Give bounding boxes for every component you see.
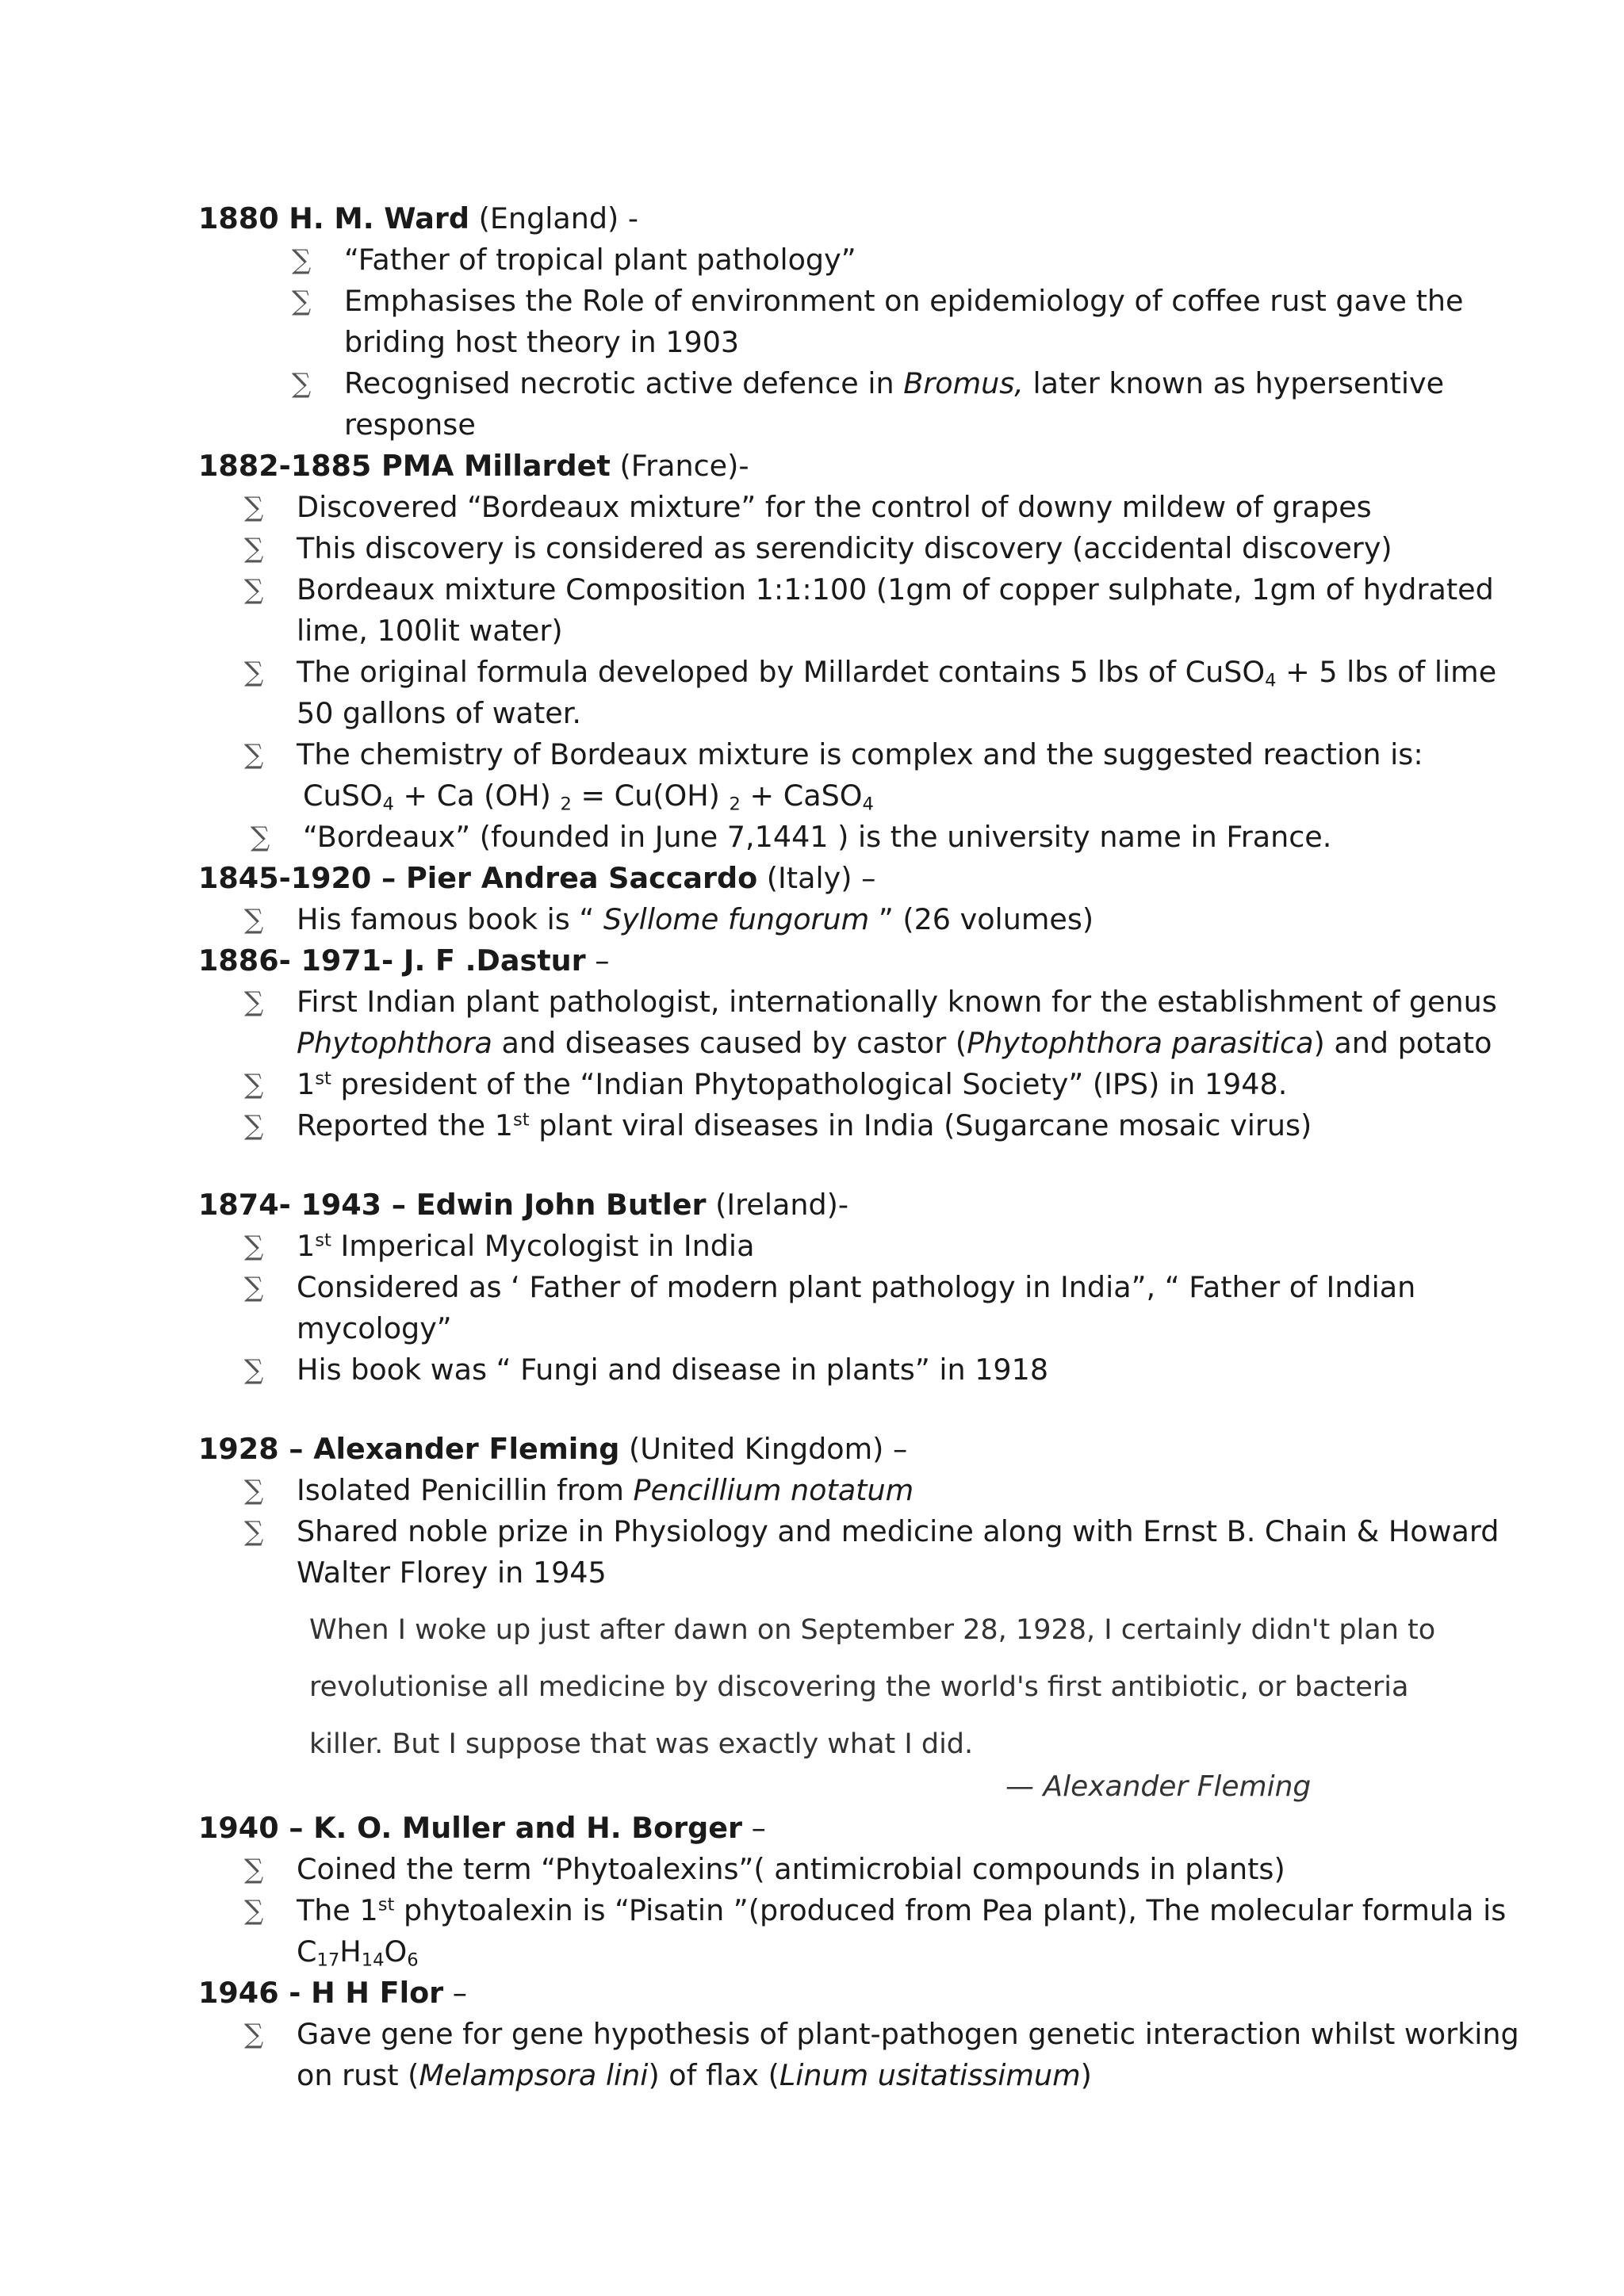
ward-bullet-3-cont: response xyxy=(344,408,476,442)
dastur-bullet-1-cont: Phytophthora and diseases caused by castor (Phytophthora parasitica) and potato xyxy=(297,1026,1492,1060)
pisatin-formula: $C_{17}H_{14}O_6$ xyxy=(297,1934,419,1971)
millardet-bullet-3-cont: lime, 100lit water) xyxy=(297,614,563,648)
bullet-icon: ∑ xyxy=(292,285,312,317)
bullet-icon: ∑ xyxy=(244,574,264,606)
section-heading-muller-borger: 1940 – K. O. Muller and H. Borger – xyxy=(198,1811,766,1845)
fleming-bullet-2-cont: Walter Florey in 1945 xyxy=(297,1556,607,1590)
millardet-bullet-4: The original formula developed by Millardet contains 5 lbs of CuSO$_4$ + 5 lbs of lime xyxy=(297,655,1497,691)
dastur-bullet-2: 1st president of the “Indian Phytopathological Society” (IPS) in 1948. xyxy=(297,1067,1288,1101)
bullet-icon: ∑ xyxy=(244,1895,264,1927)
millardet-bullet-4-cont: 50 gallons of water. xyxy=(297,696,581,730)
bullet-icon: ∑ xyxy=(244,656,264,688)
bullet-icon: ∑ xyxy=(244,492,264,523)
section-heading-butler: 1874- 1943 – Edwin John Butler (Ireland)- xyxy=(198,1188,849,1222)
fleming-quote-line-2: revolutionise all medicine by discovering the world's first antibiotic, or bacteria xyxy=(309,1671,1409,1703)
bullet-icon: ∑ xyxy=(244,2019,264,2050)
ward-bullet-2: Emphasises the Role of environment on epidemiology of coffee rust gave the xyxy=(344,284,1464,318)
millardet-bullet-1: Discovered “Bordeaux mixture” for the control of downy mildew of grapes xyxy=(297,490,1372,524)
millardet-bullet-3: Bordeaux mixture Composition 1:1:100 (1gm of copper sulphate, 1gm of hydrated xyxy=(297,572,1494,607)
bordeaux-equation: CuSO$_4$ + Ca (OH) $_2$ = Cu(OH) $_2$ + CaSO$_4$ xyxy=(303,779,874,815)
section-heading-saccardo: 1845-1920 – Pier Andrea Saccardo (Italy) – xyxy=(198,861,876,895)
millardet-bullet-2: This discovery is considered as serendicity discovery (accidental discovery) xyxy=(297,531,1392,565)
fleming-bullet-1: Isolated Penicillin from Pencillium notatum xyxy=(297,1473,914,1507)
fleming-quote-attribution: — Alexander Fleming xyxy=(1005,1770,1312,1803)
section-heading-ward: 1880 H. M. Ward (England) - xyxy=(198,201,639,235)
bullet-icon: ∑ xyxy=(244,1354,264,1386)
muller-bullet-2: The 1st phytoalexin is “Pisatin ”(produced from Pea plant), The molecular formula is xyxy=(297,1893,1507,1927)
ward-bullet-1: “Father of tropical plant pathology” xyxy=(344,243,856,277)
section-heading-dastur: 1886- 1971- J. F .Dastur – xyxy=(198,943,610,978)
butler-bullet-1: 1st Imperical Mycologist in India xyxy=(297,1229,755,1263)
saccardo-bullet-1: His famous book is “ Syllome fungorum ” (26 volumes) xyxy=(297,902,1094,936)
bullet-icon: ∑ xyxy=(244,1069,264,1100)
bullet-icon: ∑ xyxy=(244,1854,264,1885)
bullet-icon: ∑ xyxy=(244,1230,264,1262)
bullet-icon: ∑ xyxy=(244,739,264,771)
flor-bullet-1: Gave gene for gene hypothesis of plant-pathogen genetic interaction whilst working xyxy=(297,2017,1519,2051)
butler-bullet-2-cont: mycology” xyxy=(297,1311,452,1345)
section-heading-flor: 1946 - H H Flor – xyxy=(198,1976,468,2010)
bullet-icon: ∑ xyxy=(292,244,312,276)
section-heading-fleming: 1928 – Alexander Fleming (United Kingdom) – xyxy=(198,1432,908,1466)
flor-bullet-1-cont: on rust (Melampsora lini) of flax (Linum usitatissimum) xyxy=(297,2058,1092,2092)
butler-bullet-2: Considered as ‘ Father of modern plant pathology in India”, “ Father of Indian xyxy=(297,1270,1416,1304)
fleming-quote-line-3: killer. But I suppose that was exactly what I did. xyxy=(309,1728,974,1760)
bullet-icon: ∑ xyxy=(244,1110,264,1142)
dastur-bullet-3: Reported the 1st plant viral diseases in India (Sugarcane mosaic virus) xyxy=(297,1108,1312,1142)
bullet-icon: ∑ xyxy=(244,1475,264,1506)
millardet-bullet-5: The chemistry of Bordeaux mixture is complex and the suggested reaction is: xyxy=(297,737,1423,771)
bullet-icon: ∑ xyxy=(244,986,264,1018)
fleming-quote-line-1: When I woke up just after dawn on September 28, 1928, I certainly didn't plan to xyxy=(309,1614,1436,1646)
bullet-icon: ∑ xyxy=(244,904,264,936)
fleming-bullet-2: Shared noble prize in Physiology and medicine along with Ernst B. Chain & Howard xyxy=(297,1514,1500,1548)
ward-bullet-2-cont: briding host theory in 1903 xyxy=(344,325,740,359)
ward-bullet-3: Recognised necrotic active defence in Bromus, later known as hypersentive xyxy=(344,366,1445,400)
muller-bullet-1: Coined the term “Phytoalexins”( antimicrobial compounds in plants) xyxy=(297,1852,1285,1886)
bullet-icon: ∑ xyxy=(251,821,270,853)
bullet-icon: ∑ xyxy=(292,368,312,400)
bullet-icon: ∑ xyxy=(244,1272,264,1303)
butler-bullet-3: His book was “ Fungi and disease in plants” in 1918 xyxy=(297,1353,1049,1387)
bullet-icon: ∑ xyxy=(244,533,264,564)
millardet-bullet-6: “Bordeaux” (founded in June 7,1441 ) is the university name in France. xyxy=(303,820,1332,854)
section-heading-millardet: 1882-1885 PMA Millardet (France)- xyxy=(198,449,749,483)
bullet-icon: ∑ xyxy=(244,1516,264,1548)
dastur-bullet-1: First Indian plant pathologist, internationally known for the establishment of genus xyxy=(297,985,1497,1019)
